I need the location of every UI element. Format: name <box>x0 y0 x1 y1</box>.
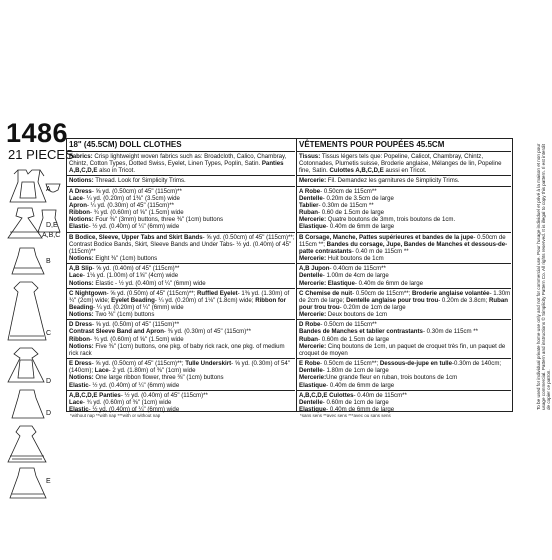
english-column <box>69 139 295 414</box>
view-ab-section: A,B Slip- ⅝ yd. (0.40m) of 45" (115cm)** Lace- 1⅛ yd. (1.00m) of 1⅝" (4cm) wide Notions: Elastic - ½ yd. (0.40m) of ¼" (6mm) wide <box>67 264 295 288</box>
dress-b-sketch <box>8 208 42 238</box>
dress-e-back-sketch <box>10 468 46 498</box>
view-label-c: C <box>46 330 52 337</box>
dress-a-sketch <box>10 170 46 202</box>
view-a-section: A Dress- ⅝ yd. (0.50cm) of 45" (115cm)** Lace- ¼ yd. (0.20m) of 1⅜" (3.5cm) wide Apron- ¼ yd. (0.30m) of 45" (115cm)** Ribbon- ¾ yd. (0.60m) of ⅝" (1.5cm) wide Notions: Four ⅜" (3mm) buttons, three ⅜" (1cm) buttons Elastic- ½ yd. (0.40m) of ¼" (6mm) wide <box>67 187 295 233</box>
french-header: VÊTEMENTS POUR POUPÉES 45.5CM <box>297 139 511 152</box>
view-c-section: C Nightgown- ⅝ yd. (0.50m) of 45" (115cm)**; Ruffled Eyelet- 1⅜ yd. (1.30m) of ¾" (2cm) wide; Eyelet Beading- ¼ yd. (0.20m) of 1⅛" (1.8cm) wide; Ribbon for Beading- ¼ yd. (0.20m) of ¼" (6mm) wide Notions: Two ⅜" (1cm) buttons <box>67 289 295 321</box>
pattern-pieces: 21 PIECES <box>8 147 74 162</box>
vue-ab-section: A,B Jupon- 0.40cm de 115cm** Dentelle- 1.00m de 4cm de large Mercerie: Elastique- 0.40m de 6mm de large <box>297 264 511 288</box>
view-label-e: E <box>46 478 51 485</box>
vue-e-section: E Robe- 0.50cm de 115cm**; Dessous-de-jupe en tulle-0.30m de 140cm; Dentelle- 1.80m de 1cm de large Mercerie:Une grande fleur en ruban, trois boutons de 1cm Elastique- 0.40m de 6mm de large <box>297 359 511 391</box>
view-d-section: D Dress- ⅝ yd. (0.50m) of 45" (115cm)** Contrast Sleeve Band and Apron- ⅜ yd. (0.30m) of 45" (115cm)** Ribbon- ¾ yd. (0.60m) of ⅝" (1.5cm) wide Notions: Five ⅜" (1cm) buttons, one pkg. of baby rick rack, one pkg. of medium rick rack <box>67 320 295 359</box>
view-abcde-section: A,B,C,D,E Panties- ½ yd. (0.40m) of 45" (115cm)** Lace- ¾ yd. (0.60m) of ⅜" (1cm) wide Elastic- ½ yd. (0.40m) of ¼" (6mm) wide <box>69 391 208 413</box>
view-b-section: B Bodice, Sleeve, Upper Tabs and Skirt Bands- ⅝ yd. (0.50cm) of 45" (115cm)**; Contrast Bodice Bands, Skirt, Sleeve Bands and Under Tabs- ½ yd. (0.40m) of 45" (115cm)** Notions: Eight ⅜" (1cm) buttons <box>67 233 295 265</box>
english-nap-legend: *without nap **with nap ***with or without nap <box>70 413 161 418</box>
nightgown-c-sketch <box>8 282 46 340</box>
view-label-abc: A,B,C <box>42 232 61 239</box>
view-label-d: D <box>46 378 52 385</box>
garment-sketches <box>6 168 64 518</box>
french-column <box>299 139 511 414</box>
copyright-notice: To be used for individual private home use only and not for commercial use. Pour l'usage individuel et privé à la maison et non pour usage commercial. Pattern and instructions © Simplicity Pattern Co. All rights reserved. It is illegal to copy this pattern. Il est interdit de copier ce patron. <box>536 143 552 410</box>
dress-d-sketch <box>8 348 44 382</box>
tissus-section: Tissus: Tissus légers tels que: Popeline, Calicot, Chambray, Chintz, Cotonnades, Plumetis suisse, Broderie anglaise, Mélanges de lin, Popeline fine, Satin. Culottes A,B,C,D,E aussi en Tricot. <box>297 152 511 176</box>
vue-abcde-section: A,B,C,D,E Culottes- 0.40m de 115cm** Dentelle- 0.60m de 1cm de large Elastique- 0.40m de 6mm de large <box>299 391 407 413</box>
fabrics-section: Fabrics: Crisp lightweight woven fabrics such as: Broadcloth, Calico, Chambray, Chintz, Cotton Types, Dotted Swiss, Eyelet, Linen Types, Poplin, Satin. Panties A,B,C,D,E also in Tricot. <box>67 152 295 176</box>
vue-b-section: B Corsage, Manche, Pattes supérieures et bandes de la jupe- 0.50cm de 115cm **; Bandes du corsage, Jupe, Bandes de Manches et dessous-de-patte contrastants- 0.40 m de 115cm ** Mercerie: Huit boutons de 1cm <box>297 233 511 265</box>
mercerie-section: Mercerie: Fil. Demandez les garnitures de Simplicity Trims. <box>297 176 511 186</box>
view-label-de: D,E <box>46 222 58 229</box>
view-label-b: B <box>46 258 51 265</box>
view-e-section: E Dress- ⅝ yd. (0.50cm) of 45" (115cm)**; Tulle Underskirt- ⅝ yd. (0.30m) of 54" (140cm); Lace- 2 yd. (1.80m) of ⅜" (1cm) wide Notions: One large ribbon flower, three ⅜" (1cm) buttons Elastic- ½ yd. (0.40m) of ¼" (6mm) wide <box>67 359 295 391</box>
french-nap-legend: *sans sens **avec sens ***avec ou sans sens <box>300 413 391 418</box>
view-label-d-back: D <box>46 410 52 417</box>
dress-d-back-sketch <box>12 390 44 418</box>
view-label-a: A <box>46 186 51 193</box>
pattern-number: 1486 <box>6 118 69 148</box>
dress-e-sketch <box>8 426 46 462</box>
dress-b-back-sketch <box>12 248 44 274</box>
vue-c-section: C Chemise de nuit- 0.50cm de 115cm**; Broderie anglaise volantée- 1.30m de 2cm de large; Dentelle anglaise pour trou trou- 0.20m de 3.8cm; Ruban pour trou trou- 0.20m de 1cm de large Mercerie: Deux boutons de 1cm <box>297 289 511 321</box>
vue-a-section: A Robe- 0.50cm de 115cm** Dentelle- 0.20m de 3.5cm de large Tablier- 0.30m de 115cm ** Ruban- 0.60 de 1.5cm de large Mercerie: Quatre boutons de 3mm, trois boutons de 1cm. Elastique- 0.40m de 6mm de large <box>297 187 511 233</box>
notions-section: Notions: Thread. Look for Simplicity Trims. <box>67 176 295 186</box>
vue-d-section: D Robe- 0.50cm de 115cm** Bandes de Manches et tablier contrastants- 0.30m de 115cm ** Ruban- 0.60m de 1.5cm de large Mercerie: Cinq boutons de 1cm, un paquet de croquet très fin, un paquet de croquet de moyen <box>297 320 511 359</box>
yardage-table <box>66 138 513 412</box>
english-header: 18" (45.5CM) DOLL CLOTHES <box>67 139 295 152</box>
